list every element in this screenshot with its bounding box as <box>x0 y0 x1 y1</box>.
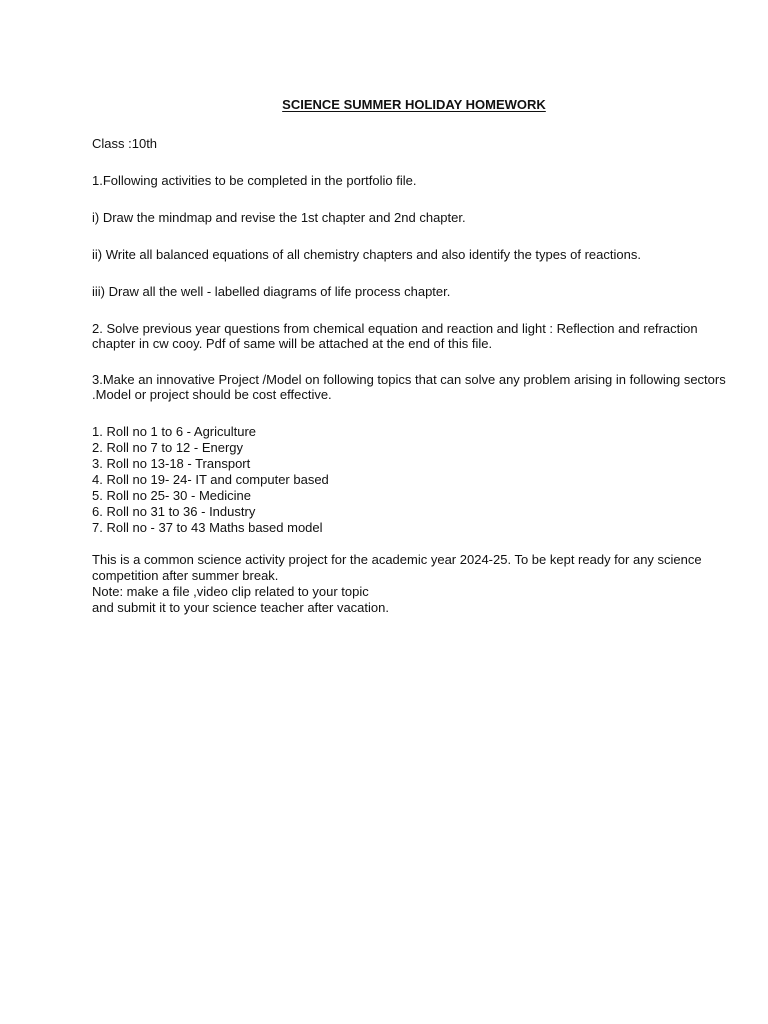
roll-number-list <box>92 424 732 536</box>
sub-item-iii: iii) Draw all the well - labelled diagrams of life process chapter. <box>92 284 451 299</box>
closing-line: This is a common science activity project for the academic year 2024-25. To be kept ready for any science <box>92 552 702 567</box>
roll-list-item: 3. Roll no 13-18 - Transport <box>92 456 251 471</box>
activity-item-2-line-1: 2. Solve previous year questions from chemical equation and reaction and light : Reflection and refraction <box>92 321 698 336</box>
activity-item-3-line-2: .Model or project should be cost effective. <box>92 387 332 402</box>
closing-note <box>92 552 732 616</box>
roll-list-item: 7. Roll no - 37 to 43 Maths based model <box>92 520 323 535</box>
class-line: Class :10th <box>92 136 158 151</box>
roll-list-item: 2. Roll no 7 to 12 - Energy <box>92 440 244 455</box>
roll-list-item: 4. Roll no 19- 24- IT and computer based <box>92 472 329 487</box>
roll-list-item: 6. Roll no 31 to 36 - Industry <box>92 504 256 519</box>
sub-item-i: i) Draw the mindmap and revise the 1st chapter and 2nd chapter. <box>92 210 466 225</box>
activity-item-1: 1.Following activities to be completed in the portfolio file. <box>92 173 417 188</box>
sub-item-ii: ii) Write all balanced equations of all chemistry chapters and also identify the types of reactions. <box>92 247 641 262</box>
roll-list-item: 1. Roll no 1 to 6 - Agriculture <box>92 424 257 439</box>
activity-item-3-line-1: 3.Make an innovative Project /Model on following topics that can solve any problem arising in following sectors <box>92 372 726 387</box>
activity-item-2-line-2: chapter in cw cooy. Pdf of same will be attached at the end of this file. <box>92 336 493 351</box>
closing-line: Note: make a file ,video clip related to your topic <box>92 584 369 599</box>
closing-line: and submit it to your science teacher after vacation. <box>92 600 389 615</box>
closing-line: competition after summer break. <box>92 568 279 583</box>
document-title: SCIENCE SUMMER HOLIDAY HOMEWORK <box>282 97 546 112</box>
roll-list-item: 5. Roll no 25- 30 - Medicine <box>92 488 251 503</box>
